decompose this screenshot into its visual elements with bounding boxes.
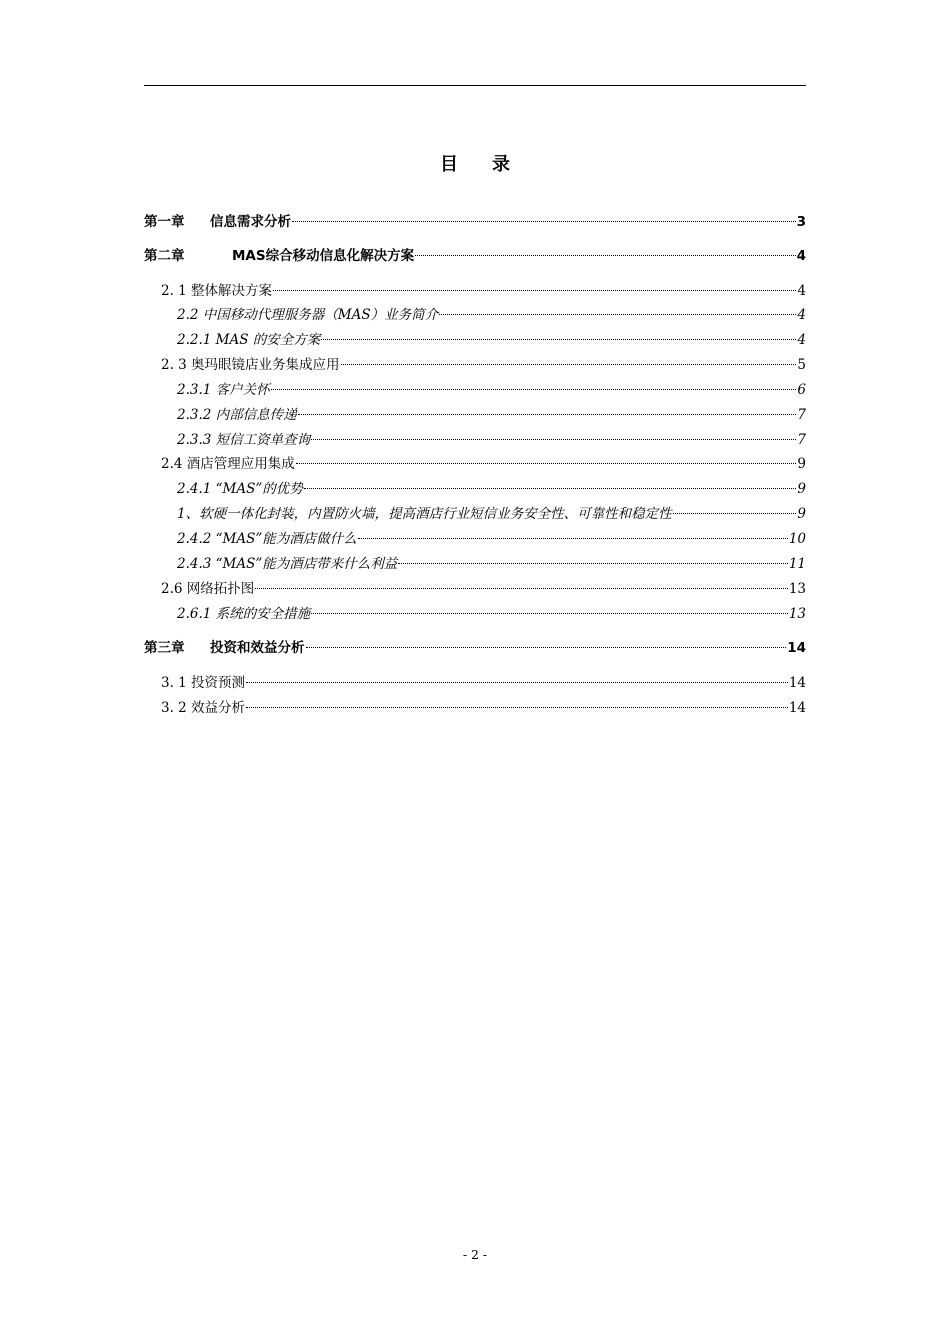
toc-title-right: 录 [492, 154, 510, 175]
toc-entry-label: MAS综合移动信息化解决方案 [232, 248, 415, 264]
toc-entry-label: 2.3.1 客户关怀 [177, 382, 270, 398]
toc-entry-2-4[interactable] [161, 454, 806, 474]
toc-entry-label: 2.4.3 “MAS”能为酒店带来什么利益 [177, 556, 398, 572]
toc-entry-label: 2.6.1 系统的安全措施 [177, 606, 311, 622]
toc-chapter-number: 第三章 [144, 640, 185, 656]
toc-leader-dots [306, 647, 787, 648]
toc-entry-label: 1、软硬一体化封装，内置防火墙，提高酒店行业短信业务安全性、可靠性和稳定性 [177, 506, 672, 522]
toc-entry-page: 13 [788, 581, 806, 597]
toc-entry-2-3-2[interactable] [177, 405, 806, 425]
toc-entry-page: 9 [797, 506, 806, 522]
header-rule [144, 85, 806, 86]
toc-entry-page: 3 [796, 214, 806, 230]
toc-leader-dots [311, 439, 796, 440]
toc-entry-page: 10 [788, 531, 806, 547]
toc-leader-dots [296, 463, 797, 464]
toc-entry-label: 2.4.2 “MAS”能为酒店做什么 [177, 531, 357, 547]
toc-leader-dots [304, 488, 797, 489]
toc-title [0, 150, 950, 176]
toc-leader-dots [341, 364, 797, 365]
toc-leader-dots [358, 538, 788, 539]
toc-entry-label: 2.2 中国移动代理服务器（MAS）业务简介 [177, 307, 439, 323]
toc-entry-2-4-2[interactable] [177, 529, 806, 549]
toc-entry-chapter-2[interactable] [144, 246, 806, 266]
toc-entry-2-4-3[interactable] [177, 554, 806, 574]
toc-entry-label: 3. 2 效益分析 [161, 700, 246, 716]
toc-entry-label: 2.3.2 内部信息传递 [177, 407, 297, 423]
toc-leader-dots [321, 339, 796, 340]
toc-entry-page: 4 [797, 283, 806, 299]
toc-leader-dots [398, 563, 788, 564]
toc-entry-2-3-3[interactable] [177, 430, 806, 450]
toc-entry-page: 9 [797, 481, 806, 497]
toc-entry-label: 3. 1 投资预测 [161, 675, 246, 691]
toc-entry-page: 14 [787, 640, 806, 656]
toc-leader-dots [273, 290, 796, 291]
toc-leader-dots [673, 513, 797, 514]
toc-entry-2-3[interactable] [161, 355, 806, 375]
toc-entry-label: 投资和效益分析 [210, 640, 305, 656]
toc-chapter-number: 第二章 [144, 248, 185, 264]
toc-entry-label: 2.6 网络拓扑图 [161, 581, 255, 597]
toc-entry-page: 7 [797, 407, 806, 423]
toc-entry-label: 2.4 酒店管理应用集成 [161, 456, 295, 472]
toc-entry-page: 14 [788, 675, 806, 691]
toc-entry-2-2[interactable] [177, 305, 806, 325]
toc-leader-dots [415, 255, 795, 256]
toc-entry-page: 14 [788, 700, 806, 716]
toc-entry-page: 11 [788, 556, 806, 572]
toc-entry-2-4-1-item-1[interactable] [177, 504, 806, 524]
toc-entry-page: 5 [797, 357, 806, 373]
toc-entry-chapter-3[interactable] [144, 638, 806, 658]
toc-entry-label: 2. 3 奥玛眼镜店业务集成应用 [161, 357, 340, 373]
toc-entry-2-6[interactable] [161, 579, 806, 599]
toc-leader-dots [271, 389, 797, 390]
toc-chapter-number: 第一章 [144, 214, 185, 230]
toc-entry-3-1[interactable] [161, 673, 806, 693]
toc-leader-dots [246, 707, 788, 708]
toc-entry-label: 2.4.1 “MAS”的优势 [177, 481, 303, 497]
toc-leader-dots [298, 414, 797, 415]
toc-entry-page: 13 [788, 606, 806, 622]
toc-entry-page: 7 [797, 432, 806, 448]
toc-entry-label: 2. 1 整体解决方案 [161, 283, 273, 299]
toc-title-left: 目 [440, 154, 458, 175]
toc-entry-page: 6 [797, 382, 806, 398]
toc-entry-label: 2.3.3 短信工资单查询 [177, 432, 311, 448]
toc-entry-page: 4 [797, 307, 806, 323]
toc-entry-2-6-1[interactable] [177, 604, 806, 624]
toc-entry-2-4-1[interactable] [177, 479, 806, 499]
footer-page-number: - 2 - [462, 1247, 488, 1262]
toc-entry-chapter-1[interactable] [144, 212, 806, 232]
toc-leader-dots [292, 221, 796, 222]
toc-leader-dots [246, 682, 788, 683]
toc-entry-3-2[interactable] [161, 698, 806, 718]
toc-entry-2-1[interactable] [161, 281, 806, 301]
toc-entry-label: 2.2.1 MAS 的安全方案 [177, 332, 321, 348]
toc-entry-page: 4 [796, 248, 806, 264]
toc-entry-page: 4 [797, 332, 806, 348]
toc-entry-label: 信息需求分析 [210, 214, 291, 230]
toc-entry-page: 9 [797, 456, 806, 472]
toc-entry-2-2-1[interactable] [177, 330, 806, 350]
toc-leader-dots [439, 314, 796, 315]
toc-leader-dots [311, 613, 788, 614]
toc-leader-dots [255, 588, 788, 589]
toc-entry-2-3-1[interactable] [177, 380, 806, 400]
